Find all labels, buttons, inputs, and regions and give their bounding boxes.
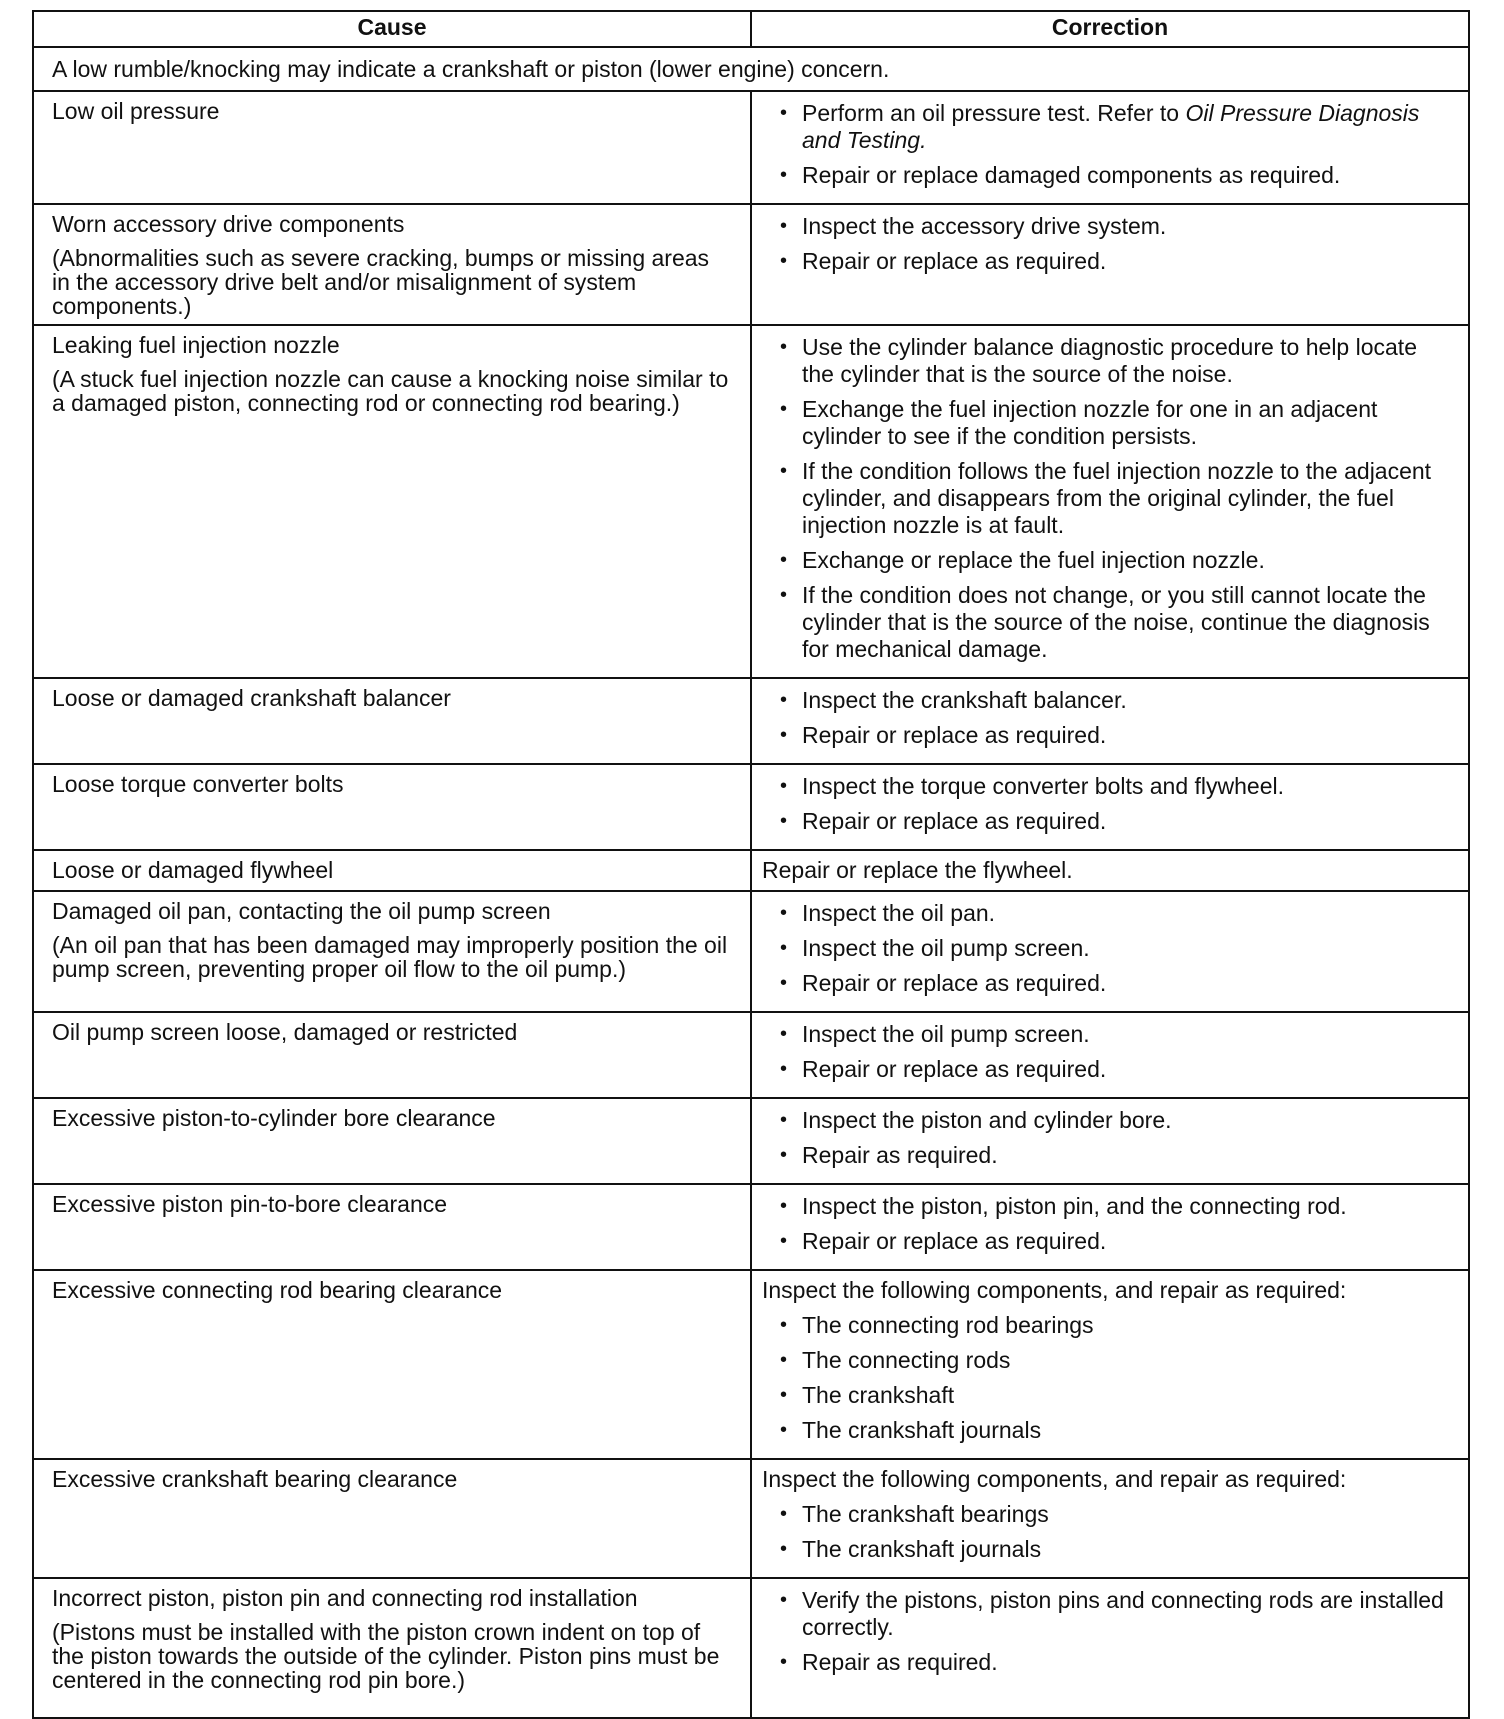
cause-title: Excessive piston pin-to-bore clearance [52, 1191, 448, 1217]
cause-cell [33, 678, 751, 764]
correction-cell [751, 1098, 1469, 1184]
correction-cell [751, 678, 1469, 764]
correction-item: • The connecting rods [778, 1347, 1458, 1374]
correction-cell [751, 91, 1469, 204]
cause-title: Low oil pressure [52, 98, 220, 124]
cause-title: Loose torque converter bolts [52, 771, 344, 797]
cause-cell [33, 891, 751, 1012]
correction-cell [751, 1012, 1469, 1098]
intro-row [33, 47, 1469, 91]
correction-item: • Inspect the piston and cylinder bore. [778, 1107, 1454, 1134]
correction-item: • Inspect the oil pan. [778, 900, 1454, 927]
cause-title: Loose or damaged crankshaft balancer [52, 685, 451, 711]
correction-cell: Repair or replace the flywheel. [751, 850, 1469, 891]
table-row [33, 891, 1469, 1012]
correction-item: • The crankshaft bearings [778, 1501, 1458, 1528]
table-row [33, 850, 1469, 891]
correction-item: • Verify the pistons, piston pins and connecting rods are installed correctly. [778, 1587, 1454, 1641]
correction-cell [751, 204, 1469, 325]
cause-title: Damaged oil pan, contacting the oil pump screen [52, 898, 551, 924]
correction-item: • Repair or replace as required. [778, 1228, 1454, 1255]
cause-title: Oil pump screen loose, damaged or restricted [52, 1019, 518, 1045]
correction-item: • Repair as required. [778, 1142, 1454, 1169]
table-row [33, 1184, 1469, 1270]
correction-item [778, 100, 1454, 154]
cause-note: (A stuck fuel injection nozzle can cause a knocking noise similar to a damaged piston, connecting rod or connecting rod bearing.) [52, 366, 729, 416]
correction-item: • Exchange the fuel injection nozzle for one in an adjacent cylinder to see if the condition persists. [778, 396, 1454, 450]
correction-item: • Repair or replace as required. [778, 1056, 1454, 1083]
correction-item: • Repair or replace as required. [778, 248, 1454, 275]
correction-cell [751, 1459, 1469, 1578]
correction-cell [751, 1270, 1469, 1459]
cause-cell [33, 850, 751, 891]
header-row [33, 11, 1469, 47]
correction-item: • The crankshaft [778, 1382, 1458, 1409]
header-correction: Correction [751, 11, 1469, 47]
cause-note: (Pistons must be installed with the piston crown indent on top of the piston towards the outside of the cylinder. Piston pins must be centered in the connecting rod pin bore.) [52, 1619, 720, 1693]
correction-item: • Inspect the accessory drive system. [778, 213, 1454, 240]
correction-item: • Inspect the oil pump screen. [778, 935, 1454, 962]
correction-item: • Repair as required. [778, 1649, 1454, 1676]
correction-item: • Inspect the oil pump screen. [778, 1021, 1454, 1048]
cause-cell [33, 1098, 751, 1184]
correction-cell [751, 325, 1469, 678]
correction-item: • The crankshaft journals [778, 1536, 1458, 1563]
correction-item: • Inspect the torque converter bolts and flywheel. [778, 773, 1454, 800]
correction-cell [751, 1184, 1469, 1270]
cause-title: Worn accessory drive components [52, 211, 405, 237]
correction-item: • Inspect the piston, piston pin, and the connecting rod. [778, 1193, 1454, 1220]
cause-title: Incorrect piston, piston pin and connecting rod installation [52, 1585, 638, 1611]
cause-cell [33, 1012, 751, 1098]
cause-title: Excessive connecting rod bearing clearance [52, 1277, 503, 1303]
cause-note: (An oil pan that has been damaged may improperly position the oil pump screen, preventing proper oil flow to the oil pump.) [52, 932, 728, 982]
table-row [33, 764, 1469, 850]
table-row [33, 1270, 1469, 1459]
table-row [33, 325, 1469, 678]
cause-cell [33, 204, 751, 325]
cause-cell [33, 325, 751, 678]
correction-item: • The connecting rod bearings [778, 1312, 1458, 1339]
cause-cell [33, 764, 751, 850]
correction-item: • If the condition does not change, or you still cannot locate the cylinder that is the source of the noise, continue the diagnosis for mechanical damage. [778, 582, 1454, 663]
cause-title: Loose or damaged flywheel [52, 857, 334, 883]
table-row [33, 678, 1469, 764]
table-row [33, 1012, 1469, 1098]
intro-text: A low rumble/knocking may indicate a crankshaft or piston (lower engine) concern. [33, 47, 1469, 91]
correction-text: Perform an oil pressure test. Refer to [802, 100, 1186, 126]
cause-cell [33, 1578, 751, 1718]
correction-item: • Repair or replace damaged components as required. [778, 162, 1454, 189]
correction-lead: Inspect the following components, and repair as required: [762, 1277, 1347, 1303]
correction-cell [751, 891, 1469, 1012]
correction-lead: Inspect the following components, and repair as required: [762, 1466, 1347, 1492]
header-cause: Cause [33, 11, 751, 47]
cause-cell [33, 1184, 751, 1270]
table-row [33, 1578, 1469, 1718]
correction-item: • Exchange or replace the fuel injection nozzle. [778, 547, 1454, 574]
correction-item: • Repair or replace as required. [778, 808, 1454, 835]
correction-item: • Repair or replace as required. [778, 970, 1454, 997]
correction-cell [751, 764, 1469, 850]
cause-cell [33, 1270, 751, 1459]
diagnosis-table [32, 10, 1470, 1719]
cause-cell [33, 1459, 751, 1578]
cause-title: Excessive crankshaft bearing clearance [52, 1466, 458, 1492]
cause-note: (Abnormalities such as severe cracking, bumps or missing areas in the accessory drive belt and/or misalignment of system components.) [52, 245, 710, 319]
cause-cell [33, 91, 751, 204]
correction-item: • Repair or replace as required. [778, 722, 1454, 749]
correction-item: • Inspect the crankshaft balancer. [778, 687, 1454, 714]
table-row [33, 91, 1469, 204]
cause-title: Leaking fuel injection nozzle [52, 332, 340, 358]
reference-link[interactable]: Oil Pressure Diagnosis and Testing. [802, 100, 1420, 153]
table-row [33, 1098, 1469, 1184]
correction-item: • If the condition follows the fuel injection nozzle to the adjacent cylinder, and disappears from the original cylinder, the fuel injection nozzle is at fault. [778, 458, 1454, 539]
correction-cell [751, 1578, 1469, 1718]
cause-title: Excessive piston-to-cylinder bore clearance [52, 1105, 496, 1131]
table-row [33, 204, 1469, 325]
correction-item: • Use the cylinder balance diagnostic procedure to help locate the cylinder that is the source of the noise. [778, 334, 1454, 388]
correction-item: • The crankshaft journals [778, 1417, 1458, 1444]
table-row [33, 1459, 1469, 1578]
